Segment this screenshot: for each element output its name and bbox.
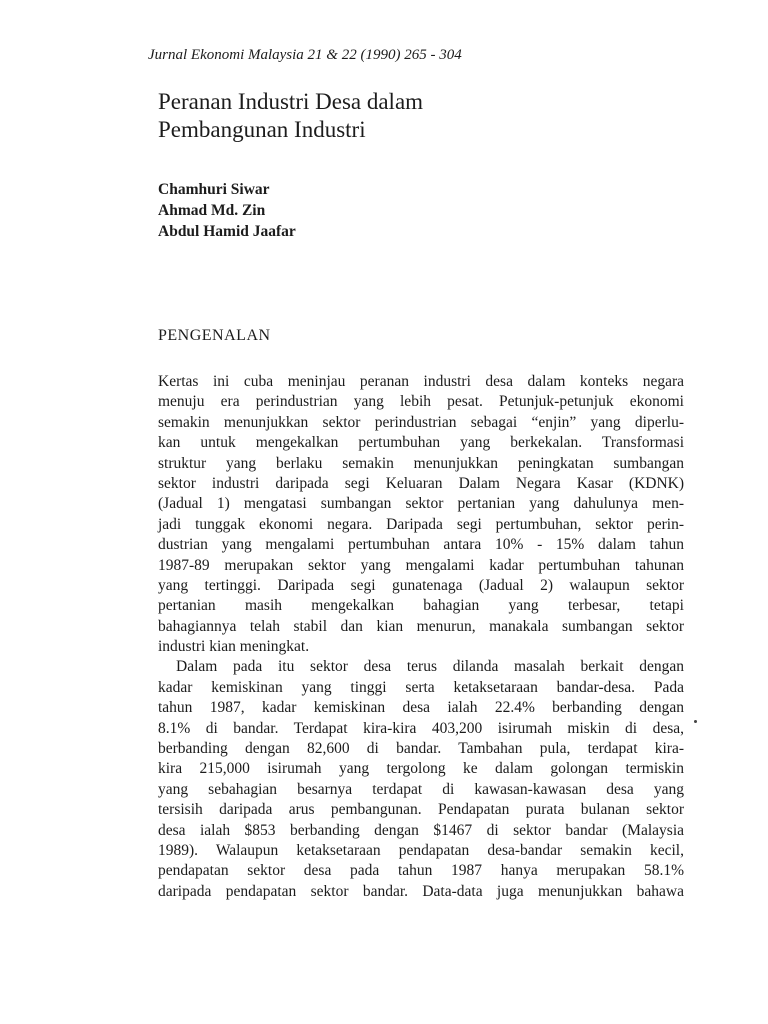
title-line: Pembangunan Industri	[158, 117, 366, 142]
text-line: pertanian masih mengekalkan bahagian yang terbesar, tetapi	[158, 597, 684, 615]
text-line: bahagiannya telah stabil dan kian menurun, manakala sumbangan sektor	[158, 617, 684, 635]
text-line: pendapatan sektor desa pada tahun 1987 hanya merupakan 58.1%	[158, 862, 684, 880]
text-line: dustrian yang mengalami pertumbuhan antara 10% - 15% dalam tahun	[158, 536, 684, 554]
title-line: Peranan Industri Desa dalam	[158, 89, 424, 114]
author-name: Ahmad Md. Zin	[158, 202, 266, 219]
text-line: berbanding dengan 82,600 di bandar. Tambahan pula, terdapat kira-	[158, 740, 684, 758]
author-name: Abdul Hamid Jaafar	[158, 223, 296, 240]
text-line: Kertas ini cuba meninjau peranan industri desa dalam konteks negara	[158, 373, 684, 390]
text-line: industri kian meningkat.	[158, 638, 310, 656]
scan-speck	[694, 720, 697, 723]
paragraph-2	[158, 657, 684, 902]
paragraph-1	[158, 372, 684, 657]
text-line: (Jadual 1) mengatasi sumbangan sektor pertanian yang dahulunya men-	[158, 495, 684, 513]
text-line: 8.1% di bandar. Terdapat kira-kira 403,200 isirumah miskin di desa,	[158, 719, 684, 737]
text-line: sektor industri daripada segi Keluaran Dalam Negara Kasar (KDNK)	[158, 474, 684, 492]
author-list	[158, 179, 296, 242]
journal-citation: Jurnal Ekonomi Malaysia 21 & 22 (1990) 265 - 304	[148, 47, 462, 63]
text-line: daripada pendapatan sektor bandar. Data-data juga menunjukkan bahawa	[158, 882, 684, 900]
text-line: yang sebahagian besarnya terdapat di kawasan-kawasan desa yang	[158, 780, 684, 798]
text-line: tersisih daripada arus pembangunan. Pendapatan purata bulanan sektor	[158, 801, 684, 819]
text-line: semakin menunjukkan sektor perindustrian sebagai “enjin” yang diperlu-	[158, 413, 684, 431]
author-name: Chamhuri Siwar	[158, 181, 270, 198]
text-line: 1987-89 merupakan sektor yang mengalami kadar pertumbuhan tahunan	[158, 556, 684, 574]
text-line: Dalam pada itu sektor desa terus dilanda masalah berkait dengan	[176, 658, 684, 676]
text-line: struktur yang berlaku semakin menunjukkan peningkatan sumbangan	[158, 454, 684, 472]
text-line: menuju era perindustrian yang lebih pesat. Petunjuk-petunjuk ekonomi	[158, 393, 684, 411]
text-line: desa ialah $853 berbanding dengan $1467 di sektor bandar (Malaysia	[158, 821, 684, 839]
text-line: kan untuk mengekalkan pertumbuhan yang berkekalan. Transformasi	[158, 434, 684, 452]
article-title	[158, 88, 718, 144]
section-heading: PENGENALAN	[158, 327, 271, 344]
text-line: 1989). Walaupun ketaksetaraan pendapatan desa-bandar semakin kecil,	[158, 841, 684, 859]
body-text	[158, 372, 684, 902]
text-line: jadi tunggak ekonomi negara. Daripada segi pertumbuhan, sektor perin-	[158, 515, 684, 533]
text-line: tahun 1987, kadar kemiskinan desa ialah 22.4% berbanding dengan	[158, 699, 684, 717]
text-line: yang tertinggi. Daripada segi gunatenaga (Jadual 2) walaupun sektor	[158, 576, 684, 594]
text-line: kira 215,000 isirumah yang tergolong ke dalam golongan termiskin	[158, 760, 684, 778]
text-line: kadar kemiskinan yang tinggi serta ketaksetaraan bandar-desa. Pada	[158, 678, 684, 696]
